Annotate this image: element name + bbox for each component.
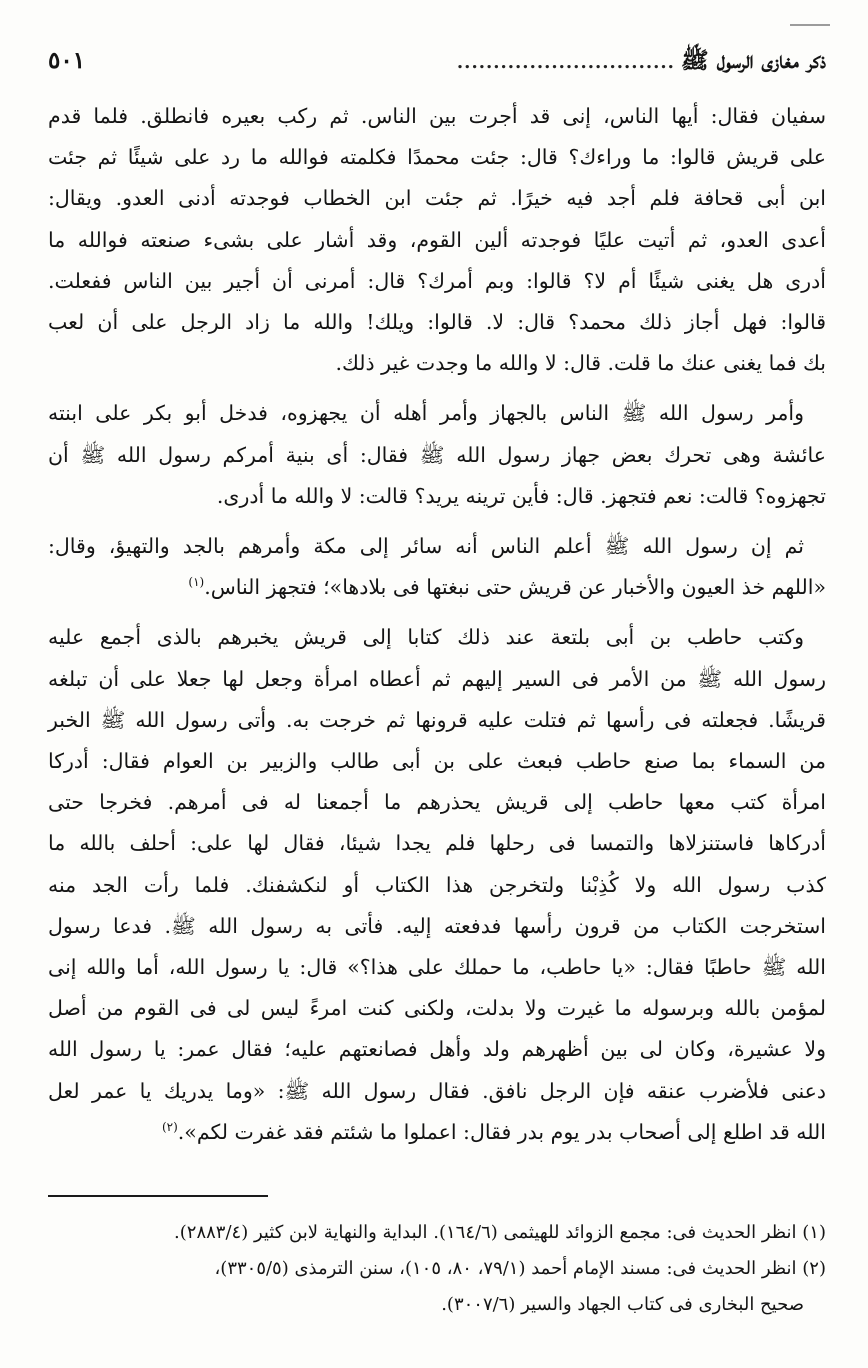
scan-mark	[790, 24, 830, 26]
footnote-1: (١) انظر الحديث فى: مجمع الزوائد للهيثمى (١٦٤/٦). البداية والنهاية لابن كثير (٢٨٨٣/٤).	[174, 1222, 826, 1244]
text-line: عائشة وهى تحرك بعض جهاز رسول الله ﷺ فقال: أى بنية أمركم رسول الله ﷺ أن	[48, 442, 826, 467]
footnote-2-continued: صحيح البخارى فى كتاب الجهاد والسير (٣٠٠٧/٦).	[441, 1294, 804, 1316]
text-line: دعنى فلأضرب عنقه فإن الرجل نافق. فقال رسول الله ﷺ: «وما يدريك يا عمر لعل	[48, 1078, 826, 1103]
text-line: بك فما يغنى عنك ما قلت. قال: لا والله ما وجدت غير ذلك.	[335, 351, 826, 376]
text-line: وأمر رسول الله ﷺ الناس بالجهاز وأمر أهله أن يجهزوه، فدخل أبو بكر على ابنته	[48, 401, 804, 426]
text-line: استخرجت الكتاب من قرون رأسها فدفعته إليه. فأتى به رسول الله ﷺ. فدعا رسول	[48, 913, 826, 938]
text-line: أعدى العدو، ثم أتيت عليًا فوجدته ألين القوم، وقد أشار على بشىء صنعته فوالله ما	[48, 227, 826, 252]
footnotes	[48, 1215, 826, 1323]
text-line: الله ﷺ حاطبًا فقال: «يا حاطب، ما حملك على هذا؟» قال: يا رسول الله، أما والله إنى	[48, 955, 826, 980]
text-line: سفيان فقال: أيها الناس، إنى قد أجرت بين الناس. ثم ركب بعيره فانطلق. فلما قدم	[48, 104, 826, 128]
text-line: كذب رسول الله ولا كُذِبْنا ولتخرجن هذا الكتاب أو لنكشفنك. فلما رأت الجد منه	[48, 872, 826, 897]
text-line: وكتب حاطب بن أبى بلتعة عند ذلك كتابا إلى قريش يخبرهم بالذى أجمع عليه	[48, 625, 804, 650]
text-line: قريشًا. فجعلته فى رأسها ثم فتلت عليه قرونها ثم خرجت به. وأتى رسول الله ﷺ الخبر	[48, 707, 826, 732]
main-text	[48, 96, 826, 1153]
footnote-divider	[48, 1195, 268, 1197]
text-line: ثم إن رسول الله ﷺ أعلم الناس أنه سائر إلى مكة وأمرهم بالجد والتهيؤ، وقال:	[48, 534, 804, 559]
text-line-with-footnote: الله قد اطلع إلى أصحاب بدر يوم بدر فقال: اعملوا ما شئتم فقد غفرت لكم».$^{(٢)}$	[161, 1119, 826, 1144]
footnote-2: (٢) انظر الحديث فى: مسند الإمام أحمد (٧٩/١، ٨٠، ١٠٥)، سنن الترمذى (٣٣٠٥/٥)،	[214, 1258, 826, 1280]
footnote-ref-1: (١)	[188, 575, 205, 590]
text-line: أدركاها فاستنزلاها والتمسا فى رحلها فلم يجدا شيئا، فقال لها على: أحلف بالله ما	[48, 831, 826, 856]
text-line: تجهزوه؟ قالت: نعم فتجهز. قال: فأين ترينه يريد؟ قالت: لا والله ما أدرى.	[216, 483, 826, 508]
chapter-title: ذكر مغازى الرسول ﷺ	[680, 47, 826, 74]
text-line: رسول الله ﷺ من الأمر فى السير إليهم ثم أعطاه امرأة وجعل لها جعلا على أن تبلغه	[48, 666, 826, 691]
text-line: لمؤمن بالله وبرسوله ما غيرت ولا بدلت، ولكنى كنت امرءً ليس لى فى القوم من أصل	[48, 996, 826, 1021]
text-line: قالوا: فهل أجاز ذلك محمد؟ قال: لا. قالوا: ويلك! والله ما زاد الرجل على أن لعب	[48, 310, 826, 335]
footnote-ref-2: (٢)	[161, 1120, 178, 1135]
leader-dots: ..............................	[456, 52, 675, 73]
text-line: على قريش قالوا: ما وراءك؟ قال: جئت محمدًا فكلمته فوالله ما رد على شيئًا ثم جئت	[48, 145, 826, 170]
text-line: ولا عشيرة، وكان لى بين أظهرهم ولد وأهل فصانعتهم عليه؛ فقال عمر: يا رسول الله	[48, 1037, 826, 1062]
page-number: ٥٠١	[48, 47, 86, 74]
text-line-with-footnote: «اللهم خذ العيون والأخبار عن قريش حتى نبغتها فى بلادها»؛ فتجهز الناس.$^{(١)}$	[188, 575, 826, 600]
text-line: ابن أبى قحافة فلم أجد فيه خيرًا. ثم جئت ابن الخطاب فوجدته أدنى العدو. ويقال:	[48, 186, 826, 211]
text-line: من السماء بما صنع حاطب فبعث على بن أبى طالب والزبير بن العوام فقال: أدركا	[48, 749, 826, 774]
text-line: أدرى هل يغنى شيئًا أم لا؟ قالوا: وبم أمرك؟ قال: أمرنى أن أجير بين الناس ففعلت.	[48, 268, 826, 293]
text-line: امرأة كتب معها حاطب إلى قريش يحذرهم ما أجمعنا له فى أمرهم. فخرجا حتى	[48, 790, 826, 815]
running-header	[48, 46, 826, 96]
